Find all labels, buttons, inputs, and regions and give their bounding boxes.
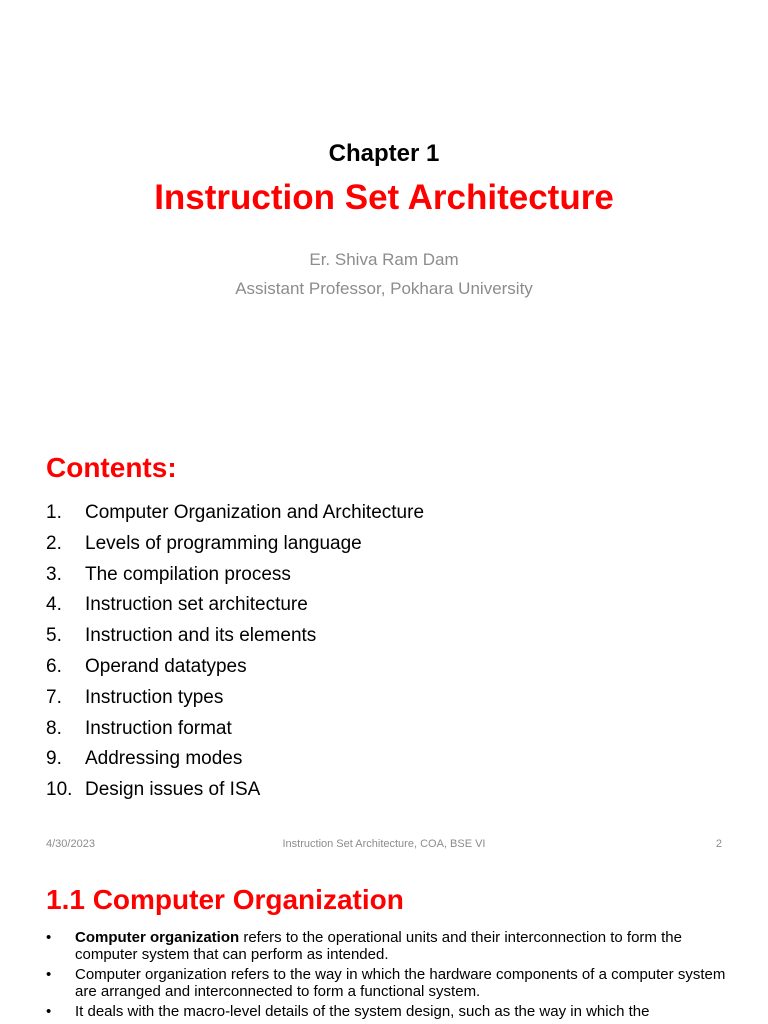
item-text: Computer Organization and Architecture xyxy=(85,502,425,523)
list-item xyxy=(46,621,424,652)
item-text: Instruction and its elements xyxy=(85,625,317,647)
bullet-list xyxy=(46,930,726,1024)
contents-heading: Contents: xyxy=(46,452,177,483)
item-number: 4. xyxy=(46,594,62,616)
bullet-dot-icon: • xyxy=(46,1003,52,1020)
contents-slide xyxy=(0,432,768,862)
list-item xyxy=(46,775,424,806)
list-item xyxy=(46,744,424,775)
item-number: 6. xyxy=(46,655,62,677)
bullet-dot-icon: • xyxy=(46,929,52,946)
item-text: Instruction set architecture xyxy=(85,594,308,616)
list-item xyxy=(46,683,424,714)
list-item xyxy=(46,498,424,529)
item-text: Instruction format xyxy=(85,717,232,739)
list-item xyxy=(46,714,424,745)
bullet-term: Computer organization xyxy=(75,929,240,946)
item-number: 3. xyxy=(46,563,62,585)
item-text: The compilation process xyxy=(85,563,291,585)
list-item xyxy=(46,590,424,621)
computer-organization-slide xyxy=(0,864,768,1024)
bullet-item xyxy=(46,967,726,1000)
bullet-text: It deals with the macro-level details of the system design, such as the way in which the xyxy=(75,1003,650,1020)
author-affiliation: Assistant Professor, Pokhara University xyxy=(235,279,533,298)
item-number: 1. xyxy=(46,502,62,523)
author-name: Er. Shiva Ram Dam xyxy=(309,250,459,269)
footer-date: 4/30/2023 xyxy=(46,838,95,850)
title-slide xyxy=(0,0,768,430)
contents-list xyxy=(46,498,424,806)
bullet-item xyxy=(46,1004,726,1021)
bullet-text: Computer organization refers to the way in which the hardware components of a computer system are arranged and interconnected to form a functional system. xyxy=(75,966,726,1000)
footer-page-number: 2 xyxy=(715,838,722,850)
item-number: 10. xyxy=(46,779,73,801)
item-number: 9. xyxy=(46,748,62,770)
footer-title: Instruction Set Architecture, COA, BSE VI xyxy=(282,838,486,850)
bullet-item xyxy=(46,930,726,963)
item-number: 2. xyxy=(46,532,62,554)
item-text: Design issues of ISA xyxy=(85,779,261,801)
slide-title: Instruction Set Architecture xyxy=(154,178,614,217)
list-item xyxy=(46,560,424,591)
list-item xyxy=(46,652,424,683)
section-heading: 1.1 Computer Organization xyxy=(46,884,404,915)
bullet-text: refers to the operational units and their interconnection to form the computer system that can perform as intended. xyxy=(75,929,682,963)
item-text: Levels of programming language xyxy=(85,532,362,554)
item-number: 7. xyxy=(46,686,62,708)
item-number: 5. xyxy=(46,625,62,647)
chapter-label: Chapter 1 xyxy=(328,140,440,167)
item-text: Operand datatypes xyxy=(85,655,247,677)
list-item xyxy=(46,529,424,560)
bullet-dot-icon: • xyxy=(46,966,52,983)
item-text: Addressing modes xyxy=(85,748,243,770)
item-text: Instruction types xyxy=(85,686,224,708)
item-number: 8. xyxy=(46,717,62,739)
